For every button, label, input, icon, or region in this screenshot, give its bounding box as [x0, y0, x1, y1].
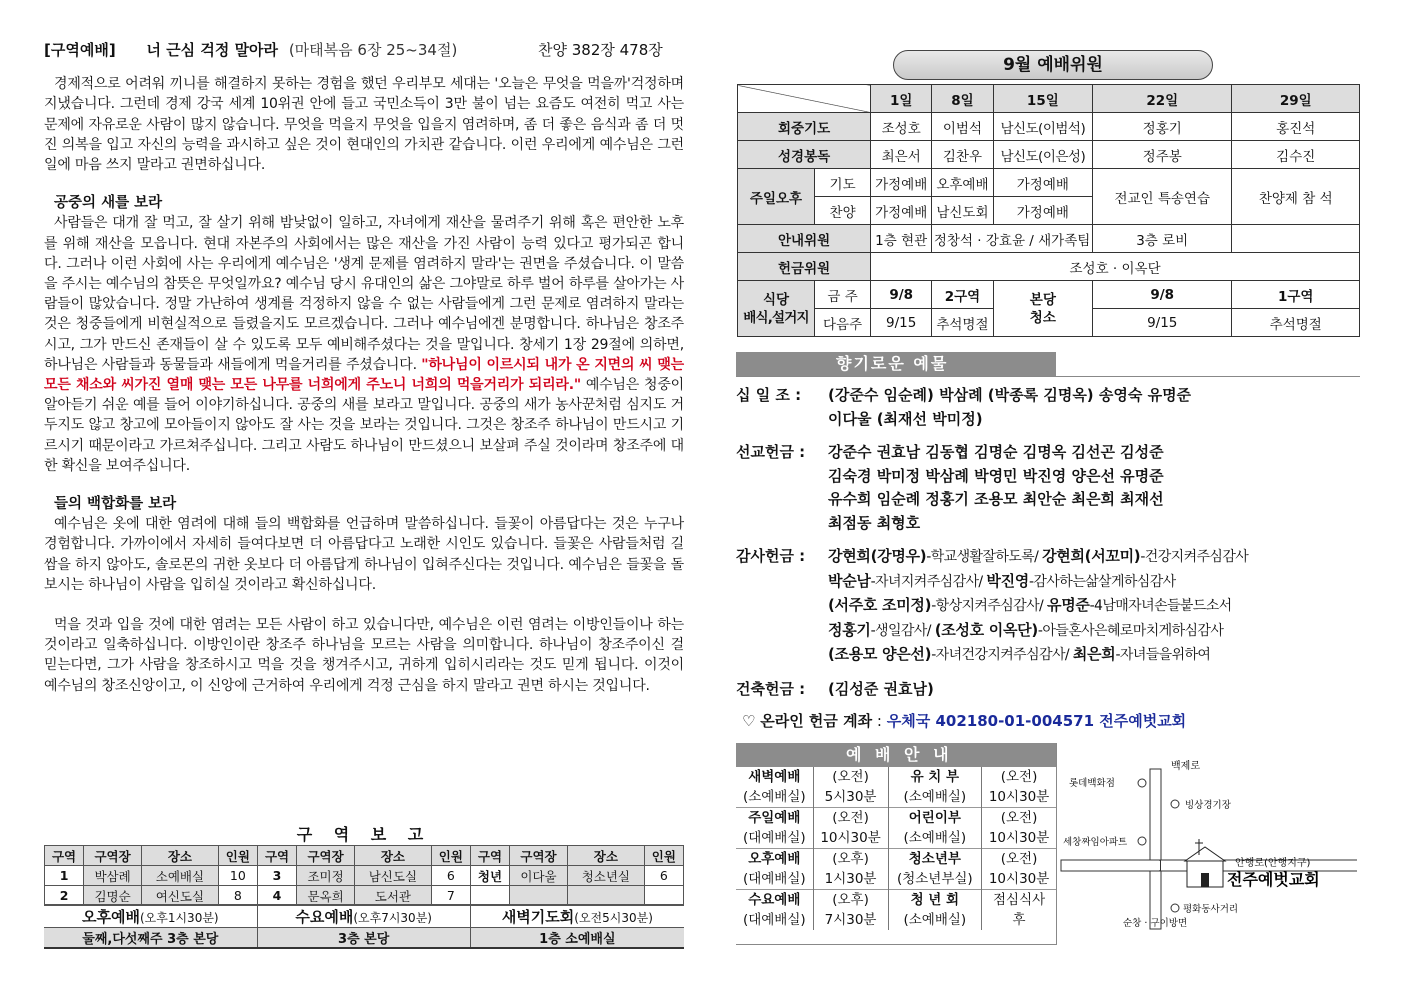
cleaning-label-2: 청소 — [1029, 309, 1056, 326]
worship-cell: 점심식사 — [982, 890, 1056, 911]
report-header-cell: 인원 — [431, 846, 470, 866]
worship-row — [736, 767, 1056, 787]
report-header-cell: 구역 — [470, 846, 509, 866]
sunday-pm-label: 주일오후 — [738, 169, 815, 225]
worship-cell: 10시30분 — [982, 787, 1056, 808]
worship-cell: 10시30분 — [982, 869, 1056, 890]
worship-cell: 청소년부 — [888, 849, 982, 870]
sermon-tag: [구역예배] — [44, 41, 116, 59]
dawn-service — [470, 905, 684, 928]
building-row — [736, 678, 1366, 702]
worship-cell: (대예배실) — [742, 871, 806, 887]
cleaning-this-date: 9/8 — [1092, 281, 1232, 309]
worship-cell: (소예배실) — [888, 910, 982, 930]
worship-cell: 5시30분 — [813, 787, 888, 808]
report-cell: 10 — [218, 866, 257, 886]
thanks-donor: 정홍기 — [828, 620, 871, 639]
building-label: 건축헌금 : — [736, 679, 806, 698]
report-cell — [470, 886, 509, 906]
worship-cell: 수요예배 — [736, 890, 813, 911]
usher-8-15: 정창석 · 강효윤 / 새가족팀 — [932, 225, 1093, 253]
offering-committee-value: 조성호 · 이옥단 — [871, 253, 1360, 281]
worship-cell: 청 년 회 — [888, 890, 982, 911]
worship-row — [736, 890, 1056, 911]
thanks-line — [828, 594, 1366, 619]
duty-roster-table — [737, 84, 1360, 337]
worship-cell: (청소년부실) — [888, 869, 982, 890]
report-cell: 여신도실 — [142, 886, 219, 906]
report-cell: 2 — [45, 886, 84, 906]
reading-cell: 정주봉 — [1092, 141, 1232, 169]
worship-row-sub — [736, 787, 1056, 808]
kitchen-next-label: 다음주 — [815, 309, 871, 337]
worship-row — [736, 849, 1056, 870]
duty-title: 9월 예배위원 — [893, 50, 1213, 80]
kitchen-label-2: 배식,설거지 — [743, 309, 809, 326]
tithe-label: 십 일 조 : — [736, 386, 802, 404]
report-cell: 6 — [644, 866, 683, 886]
report-cell: 소예배실 — [142, 866, 219, 886]
report-cell — [510, 886, 568, 906]
thanks-note: -생일감사/ — [870, 622, 935, 639]
thanks-note: -자녀건강지켜주심감사/ — [931, 647, 1073, 663]
dawn-service-time: (오전5시30분) — [574, 910, 653, 925]
report-header-cell: 인원 — [218, 846, 257, 866]
report-header-cell: 구역장 — [297, 846, 355, 866]
report-cell: 3 — [257, 866, 296, 886]
report-header-cell: 장소 — [142, 846, 219, 866]
worship-cell: 새벽예배 — [748, 769, 801, 785]
report-cell: 박삼례 — [84, 866, 142, 886]
worship-cell: (오전) — [813, 767, 888, 787]
date-8: 8일 — [932, 85, 994, 113]
offering-line: 이다울 (최재선 박미정) — [828, 409, 983, 428]
worship-row-sub — [736, 869, 1056, 890]
report-header-cell: 구역장 — [510, 846, 568, 866]
worship-cell: 후 — [982, 910, 1056, 930]
report-cell: 남신도실 — [355, 866, 432, 886]
kitchen-label-1: 식당 — [762, 291, 790, 308]
thanks-label: 감사헌금 : — [736, 547, 806, 565]
usher-label: 안내위원 — [738, 225, 871, 253]
mission-row — [736, 441, 1366, 535]
date-15: 15일 — [993, 85, 1092, 113]
thanks-donor: 박진영 — [986, 571, 1029, 590]
prayer-cell: 이범석 — [932, 113, 994, 141]
tithe-names — [828, 384, 1366, 431]
worship-row-sub — [736, 910, 1056, 930]
worship-cell: (오전) — [982, 849, 1056, 870]
sermon-title: 너 근심 걱정 말아라 — [146, 41, 279, 59]
thanks-line — [828, 643, 1366, 668]
church-map — [1056, 743, 1361, 945]
map-marker — [1138, 837, 1146, 845]
usher-29 — [1232, 225, 1360, 253]
report-cell: 1 — [45, 866, 84, 886]
prayer-cell: 홍진석 — [1232, 113, 1360, 141]
sermon-hymn: 찬양 382장 478장 — [538, 41, 663, 59]
sunday-pm-prayer-cell: 가정예배 — [871, 169, 932, 197]
map-label-apt: 세창짜임아파트 — [1063, 837, 1128, 848]
usher-22: 3층 로비 — [1092, 225, 1232, 253]
sunday-pm-praise-label: 찬양 — [815, 197, 871, 225]
worship-row — [736, 808, 1056, 829]
worship-cell: (오전) — [982, 767, 1056, 787]
thanks-note: -4남매자녀손들붙드소서 — [1089, 598, 1232, 614]
worship-cell: 오후예배 — [736, 849, 813, 870]
reading-cell: 남신도(이은성) — [993, 141, 1092, 169]
thanks-donor: (조성호 이옥단) — [934, 620, 1038, 639]
worship-cell: 어린이부 — [888, 808, 982, 829]
worship-cell: (대예배실) — [742, 912, 806, 928]
thanks-note: -건강지켜주심감사 — [1140, 549, 1249, 565]
offerings-divider — [736, 376, 1360, 377]
offering-line: (강준수 임순례) 박삼례 (박종록 김명옥) 송영숙 유명준 — [828, 386, 1192, 404]
reading-label: 성경봉독 — [738, 141, 871, 169]
worship-cell: 유 치 부 — [888, 767, 982, 787]
worship-cell: 주일예배 — [736, 808, 813, 829]
report-cell: 이다울 — [510, 866, 568, 886]
sunday-pm-praise-cell: 가정예배 — [871, 197, 932, 225]
section1-part2: 예수님은 청중이 알아듣기 쉬운 예를 들어 이야기하십니다. 공중의 새를 보라고 말입니다. 공중의 새가 농사꾼처럼 심지도 거두지도 않고 창고에 모아들이지 않아도 잘 사는 것을 보라는 것입니다. 그것은 창조주 하나님이 만드시고 기르시기 때문이라고 가르쳐주십니다. 그리고 사람도 하나님이 만드셨으니 보살펴 주실 것이라며 창조주에 대한 확신을 보여주십니다. — [44, 377, 684, 474]
section2-title: 들의 백합화를 보라 — [54, 496, 177, 513]
offering-line: 강준수 권효남 김동협 김명순 김명옥 김선곤 김성준 — [828, 443, 1164, 461]
date-29: 29일 — [1232, 85, 1360, 113]
thanks-donor: (서주호 조미정) — [828, 596, 932, 614]
afternoon-service-time: (오후1시30분) — [139, 910, 219, 925]
mission-names — [828, 441, 1366, 535]
thanks-note: -감사하는삶살게하심감사 — [1028, 573, 1176, 590]
cleaning-next-date: 9/15 — [1092, 309, 1232, 337]
service-times-table — [44, 904, 684, 949]
map-road-vertical — [1150, 769, 1161, 929]
report-cell: 4 — [257, 886, 296, 906]
report-cell: 조미정 — [297, 866, 355, 886]
map-marker — [1171, 904, 1179, 912]
cleaning-next-team: 추석명절 — [1232, 309, 1360, 337]
prayer-row — [738, 113, 1360, 141]
sermon-header — [44, 40, 684, 60]
map-label-lotte: 롯데백화점 — [1069, 778, 1115, 789]
sunday-pm-prayer-row — [738, 169, 1360, 197]
building-names — [828, 678, 1366, 702]
thanks-line — [828, 619, 1366, 644]
report-header-cell: 장소 — [567, 846, 644, 866]
worship-cell: 10시30분 — [982, 828, 1056, 849]
offerings-list — [736, 384, 1366, 711]
thanks-note: -아들혼사은혜로마치게하심감사 — [1037, 622, 1224, 639]
thanks-line — [828, 570, 1366, 595]
offering-line: 김숙경 박미정 박삼례 박영민 박진영 양은선 유명준 — [828, 466, 1164, 485]
report-header-cell: 인원 — [644, 846, 683, 866]
reading-cell: 김수진 — [1232, 141, 1360, 169]
offering-line: 최점동 최형호 — [828, 513, 921, 532]
sunday-pm-praise-cell: 남신도회 — [932, 197, 994, 225]
thanks-note: -자녀들을위하여 — [1115, 647, 1211, 663]
date-1: 1일 — [871, 85, 932, 113]
report-cell: 문옥희 — [297, 886, 355, 906]
report-header-cell: 구역 — [257, 846, 296, 866]
afternoon-service — [44, 905, 257, 928]
thanks-note: -자녀지켜주심감사/ — [870, 573, 987, 590]
online-label: 온라인 헌금 계좌 — [760, 712, 873, 730]
offering-line: (김성준 권효남) — [828, 679, 934, 698]
map-label-ice: 빙상경기장 — [1185, 800, 1231, 811]
kitchen-label — [738, 281, 815, 337]
map-marker — [1171, 800, 1179, 808]
map-label-bottom-road: 평화동사거리 — [1183, 904, 1239, 915]
report-cell: 6 — [431, 866, 470, 886]
map-label-church: 전주예벗교회 — [1227, 870, 1320, 889]
dawn-service-place: 1층 소예배실 — [470, 928, 684, 949]
online-offering — [742, 710, 1186, 731]
reading-cell: 김찬우 — [932, 141, 994, 169]
sunday-pm-29: 찬양제 참 석 — [1232, 169, 1360, 225]
report-cell: 7 — [431, 886, 470, 906]
worship-cell: (오전) — [813, 808, 888, 829]
cleaning-this-team: 1구역 — [1232, 281, 1360, 309]
map-label-street: 안행로(안행지구) — [1235, 858, 1311, 869]
report-cell: 청년 — [470, 866, 509, 886]
sunday-pm-prayer-label: 기도 — [815, 169, 871, 197]
worship-cell: (대예배실) — [742, 830, 806, 846]
map-marker — [1138, 779, 1146, 787]
date-22: 22일 — [1092, 85, 1232, 113]
worship-cell: (오후) — [813, 849, 888, 870]
thanks-row — [736, 545, 1366, 668]
worship-cell: (오후) — [813, 890, 888, 911]
prayer-cell: 정홍기 — [1092, 113, 1232, 141]
kitchen-next-team: 추석명절 — [932, 309, 994, 337]
report-header-cell: 구역장 — [84, 846, 142, 866]
reading-row — [738, 141, 1360, 169]
worship-cell: (오전) — [982, 808, 1056, 829]
worship-cell: (소예배실) — [742, 789, 806, 805]
worship-guide-table — [736, 767, 1056, 930]
kitchen-this-row — [738, 281, 1360, 309]
online-account: 우체국 402180-01-004571 전주예벗교회 — [886, 712, 1187, 730]
thanks-donor: 강현희(강명우) — [828, 547, 927, 565]
offering-line: 유수희 임순례 정홍기 조용모 최안순 최은희 최재선 — [828, 490, 1164, 508]
section1-quote: "하나님이 이르시되 내가 온 지면의 씨 맺는 모든 채소와 씨가진 열매 맺는 모든 나무를 너희에게 주노니 너희의 먹을거리가 되리라." — [44, 356, 684, 394]
kitchen-next-date: 9/15 — [871, 309, 932, 337]
report-header-cell: 장소 — [355, 846, 432, 866]
kitchen-this-team: 2구역 — [932, 281, 994, 309]
roster-corner-cell — [738, 85, 871, 113]
map-label-direction: 순창 · 구이방면 — [1123, 918, 1188, 929]
report-row — [45, 866, 684, 886]
worship-cell: 1시30분 — [813, 869, 888, 890]
reading-cell: 최은서 — [871, 141, 932, 169]
section2-body: 예수님은 옷에 대한 염려에 대해 들의 백합화를 언급하며 말씀하십니다. 들꽃이 아름답다는 것은 누구나 경험합니다. 가까이에서 자세히 들여다보면 더 아름답다고 노래한 시인도 있습니다. 들꽃은 사람들처럼 길쌈을 하지 않아도, 솔로몬의 귀한 옷보다 더 아름답게 하나님이 입혀주신다는 것입니다. 예수님은 들꽃을 돌보시는 하나님이 사람을 입히실 것이라고 확신하십니다. — [44, 516, 684, 593]
report-cell — [644, 886, 683, 906]
prayer-cell: 조성호 — [871, 113, 932, 141]
thanks-donor: (조용모 양은선) — [828, 645, 932, 663]
offerings-title: 향기로운 예물 — [736, 352, 1056, 376]
thanks-line — [828, 545, 1366, 570]
dawn-service-name: 새벽기도회 — [501, 907, 575, 926]
map-graphic — [1057, 743, 1361, 945]
usher-row — [738, 225, 1360, 253]
wednesday-service-name: 수요예배 — [295, 907, 354, 926]
afternoon-service-place: 둘째,다섯째주 3층 본당 — [44, 928, 257, 949]
report-cell: 도서관 — [355, 886, 432, 906]
wednesday-service-time: (오후7시30분) — [353, 910, 432, 925]
report-cell: 8 — [218, 886, 257, 906]
sunday-pm-22: 전교인 특송연습 — [1092, 169, 1232, 225]
report-row — [45, 886, 684, 906]
map-road-left — [1061, 860, 1160, 871]
prayer-cell: 남신도(이범석) — [993, 113, 1092, 141]
sermon-section — [44, 40, 684, 696]
district-report-table — [44, 845, 684, 906]
report-cell — [567, 886, 644, 906]
thanks-note: -항상지켜주심감사/ — [931, 598, 1047, 614]
sermon-conclusion: 먹을 것과 입을 것에 대한 염려는 모든 사람이 하고 있습니다만, 예수님은 이런 염려는 이방인들이나 하는 것이라고 일축하십니다. 이방인이란 창조주 하나님을 모르는 사람을 의미합니다. 하나님이 창조주이신 걸 믿는다면, 그가 사람을 창조하시고 먹을 것을 챙겨주시고, 귀하게 입히시리라는 것도 믿게 됩니다. 이것이 예수님의 창조신앙이고, 이 신앙에 근거하여 우리에게 걱정 근심을 하지 말라고 권면 하시는 것입니다. — [44, 617, 684, 694]
offering-committee-label: 헌금위원 — [738, 253, 871, 281]
usher-1: 1층 현관 — [871, 225, 932, 253]
report-cell: 청소년실 — [567, 866, 644, 886]
worship-row-sub — [736, 828, 1056, 849]
kitchen-this-label: 금 주 — [815, 281, 871, 309]
prayer-label: 회중기도 — [738, 113, 871, 141]
offering-committee-row — [738, 253, 1360, 281]
thanks-names — [828, 545, 1366, 668]
sunday-pm-prayer-cell: 가정예배 — [993, 169, 1092, 197]
tithe-row — [736, 384, 1366, 431]
report-header-row — [45, 846, 684, 866]
report-header-cell: 구역 — [45, 846, 84, 866]
thanks-donor: 박순남 — [828, 571, 871, 590]
cleaning-label-1: 본당 — [1029, 291, 1056, 308]
thanks-donor: 강현희(서꼬미) — [1042, 547, 1141, 565]
wednesday-service-place: 3층 본당 — [257, 928, 470, 949]
section1-body — [44, 213, 684, 476]
report-cell: 김명순 — [84, 886, 142, 906]
section1-title: 공중의 새를 보라 — [54, 195, 163, 212]
kitchen-this-date: 9/8 — [871, 281, 932, 309]
report-title: 구 역 보 고 — [296, 825, 432, 844]
mission-label: 선교헌금 : — [736, 443, 806, 461]
online-colon: : — [876, 712, 882, 730]
sermon-reference: (마태복음 6장 25~34절) — [288, 41, 458, 59]
wednesday-service — [257, 905, 470, 928]
sunday-pm-prayer-cell: 오후예배 — [932, 169, 994, 197]
map-label-baekje: 백제로 — [1171, 761, 1200, 772]
worship-cell: 10시30분 — [813, 828, 888, 849]
thanks-donor: 최은희 — [1072, 645, 1116, 663]
worship-guide-title: 예 배 안 내 — [736, 743, 1056, 767]
thanks-note: -학교생활잘하도록/ — [926, 549, 1043, 565]
section1-part1: 사람들은 대개 잘 먹고, 잘 살기 위해 밤낮없이 일하고, 자녀에게 재산을 물려주기 위해 혹은 편안한 노후를 위해 재산을 모읍니다. 현대 자본주의 사회에서는 많은 재산을 가진 사람이 능력 있다고 평가되곤 합니다. 그러나 이런 사회에 사는 우리에게 예수님은 '생계 문제를 염려하지 말라'는 권면을 주셨습니다. 이 말씀을 주시는 예수님의 참뜻은 무엇일까요? 예수님 당시 유대인의 삶은 그야말로 하루 벌어 하루를 살아가는 사람들이 많았습니다. 정말 가난하여 생계를 걱정하지 않을 수 없는 사람들에게 그런 문제로 염려하지 말라는 것은 청중들에게 비현실적으로 들렸을지도 모르겠습니다. 그러나 예수님에겐 분명합니다. 하나님은 창조주시고, 그가 만드신 존재들이 살 수 있도록 모두 예비해주셨다는 것을 말입니다. 창세기 1장 29절에 의하면, 하나님은 사람들과 동물들과 새들에게 먹을거리를 주셨습니다. — [44, 215, 684, 373]
sunday-pm-praise-cell: 가정예배 — [993, 197, 1092, 225]
heart-icon: ♡ — [742, 712, 756, 730]
sermon-intro: 경제적으로 어려워 끼니를 해결하지 못하는 경험을 했던 우리부모 세대는 '오늘은 무엇을 먹을까'걱정하며 지냈습니다. 그런데 경제 강국 세계 10위권 안에 들고 국민소득이 3만 불이 넘는 요즘도 여전히 먹고 사는 문제에 자유로운 사람이 많지 않습니다. 무엇을 먹을지 무엇을 입을지 염려하며, 좀 더 좋은 음식과 좀 더 멋진 의복을 입고 자신의 능력을 과시하고 싶은 것이 현대인의 가치관 같습니다. 이런 우리에게 예수님은 그런 일에 마음 쓰지 말라고 권면하십니다. — [44, 76, 684, 174]
worship-cell: 7시30분 — [813, 910, 888, 930]
worship-cell: (소예배실) — [888, 787, 982, 808]
thanks-donor: 유명준 — [1047, 596, 1090, 614]
cleaning-label — [993, 281, 1092, 337]
worship-cell: (소예배실) — [888, 828, 982, 849]
afternoon-service-name: 오후예배 — [82, 907, 140, 926]
